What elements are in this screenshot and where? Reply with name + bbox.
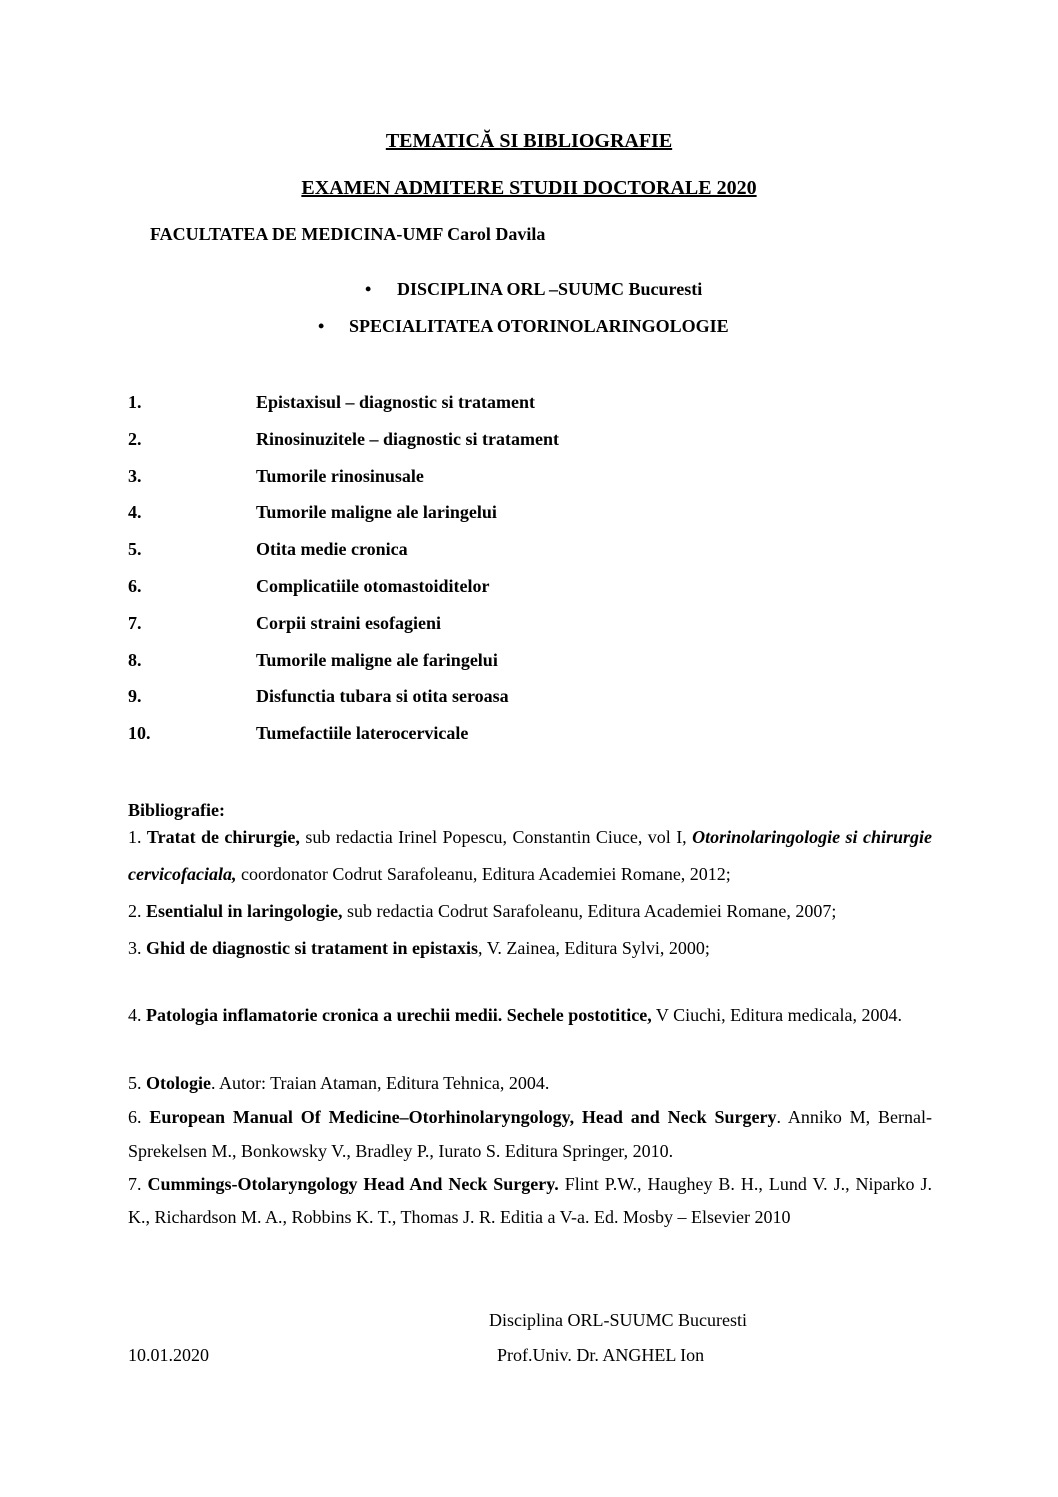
bibliography-entry (128, 930, 932, 967)
entry-details: . Autor: Traian Ataman, Editura Tehnica, 2004. (211, 1073, 550, 1093)
entry-subtitle: Otorinolaringologie si chirurgie cervicofaciala, (128, 827, 932, 884)
topic-item: Disfunctia tubara si otita seroasa (256, 686, 509, 706)
topic-item: Corpii straini esofagieni (256, 613, 441, 633)
entry-details: V Ciuchi, Editura medicala, 2004. (651, 1005, 903, 1025)
topic-number: 2. (128, 429, 142, 449)
entry-title: Ghid de diagnostic si tratament in epistaxis (146, 938, 479, 958)
entry-details: , V. Zainea, Editura Sylvi, 2000; (478, 938, 710, 958)
topic-number: 9. (128, 686, 142, 706)
entry-details: . Anniko M, Bernal-Sprekelsen M., Bonkowsky V., Bradley P., Iurato S. Editura Springer, 2010. (128, 1107, 933, 1161)
entry-number: 2. (128, 901, 146, 921)
entry-number: 7. (128, 1174, 148, 1194)
entry-number: 4. (128, 1005, 146, 1025)
entry-number: 6. (128, 1107, 150, 1127)
entry-title: Cummings-Otolaryngology Head And Neck Surgery. (147, 1174, 559, 1194)
bullet-icon: • (365, 279, 372, 299)
document-subtitle: EXAMEN ADMITERE STUDII DOCTORALE 2020 (301, 177, 757, 199)
topic-number: 10. (128, 723, 151, 743)
faculty-name: FACULTATEA DE MEDICINA-UMF Carol Davila (150, 224, 546, 244)
topic-item: Tumorile maligne ale faringelui (256, 650, 498, 670)
bullet-icon: • (318, 316, 325, 336)
entry-title: Otologie (146, 1073, 211, 1093)
footer-department: Disciplina ORL-SUUMC Bucuresti (489, 1310, 747, 1330)
topic-item: Tumorile maligne ale laringelui (256, 502, 497, 522)
entry-details: coordonator Codrut Sarafoleanu, Editura Academiei Romane, 2012; (236, 864, 731, 884)
bibliography-entry (128, 819, 932, 893)
footer-date: 10.01.2020 (128, 1345, 209, 1365)
topic-item: Tumefactiile laterocervicale (256, 723, 469, 743)
topic-number: 6. (128, 576, 142, 596)
bibliography-heading: Bibliografie: (128, 800, 225, 820)
topic-item: Complicatiile otomastoiditelor (256, 576, 490, 596)
topic-number: 8. (128, 650, 142, 670)
entry-number: 1. (128, 827, 147, 847)
entry-title: Patologia inflamatorie cronica a urechii medii. Sechele postotitice, (146, 1005, 652, 1025)
entry-details: sub redactia Irinel Popescu, Constantin Ciuce, vol I, (299, 827, 693, 847)
entry-title: Esentialul in laringologie, (146, 901, 343, 921)
topic-item: Otita medie cronica (256, 539, 408, 559)
topic-number: 4. (128, 502, 142, 522)
discipline-label: DISCIPLINA ORL –SUUMC Bucuresti (397, 279, 703, 299)
topic-number: 1. (128, 392, 142, 412)
entry-details: Flint P.W., Haughey B. H., Lund V. J., Niparko J. K., Richardson M. A., Robbins K. T., Thomas J. R. Editia a V-a. Ed. Mosby – Elsevier 2010 (128, 1174, 932, 1227)
topic-item: Rinosinuzitele – diagnostic si tratament (256, 429, 559, 449)
entry-title: European Manual Of Medicine–Otorhinolaryngology, Head and Neck Surgery (149, 1107, 777, 1127)
entry-number: 5. (128, 1073, 146, 1093)
footer-signatory: Prof.Univ. Dr. ANGHEL Ion (497, 1345, 705, 1365)
entry-details: sub redactia Codrut Sarafoleanu, Editura Academiei Romane, 2007; (342, 901, 837, 921)
document-title: TEMATICĂ SI BIBLIOGRAFIE (385, 130, 673, 152)
topic-number: 5. (128, 539, 142, 559)
topic-item: Epistaxisul – diagnostic si tratament (256, 392, 536, 412)
topic-number: 3. (128, 466, 142, 486)
bibliography-entry (128, 998, 932, 1032)
entry-number: 3. (128, 938, 146, 958)
bibliography-entry (128, 1100, 932, 1168)
bibliography-entry (128, 893, 932, 930)
topic-item: Tumorile rinosinusale (256, 466, 424, 486)
bibliography-entry (128, 1168, 932, 1234)
specialty-label: SPECIALITATEA OTORINOLARINGOLOGIE (349, 316, 729, 336)
topic-number: 7. (128, 613, 142, 633)
entry-title: Tratat de chirurgie, (146, 827, 300, 847)
bibliography-entry (128, 1066, 932, 1100)
